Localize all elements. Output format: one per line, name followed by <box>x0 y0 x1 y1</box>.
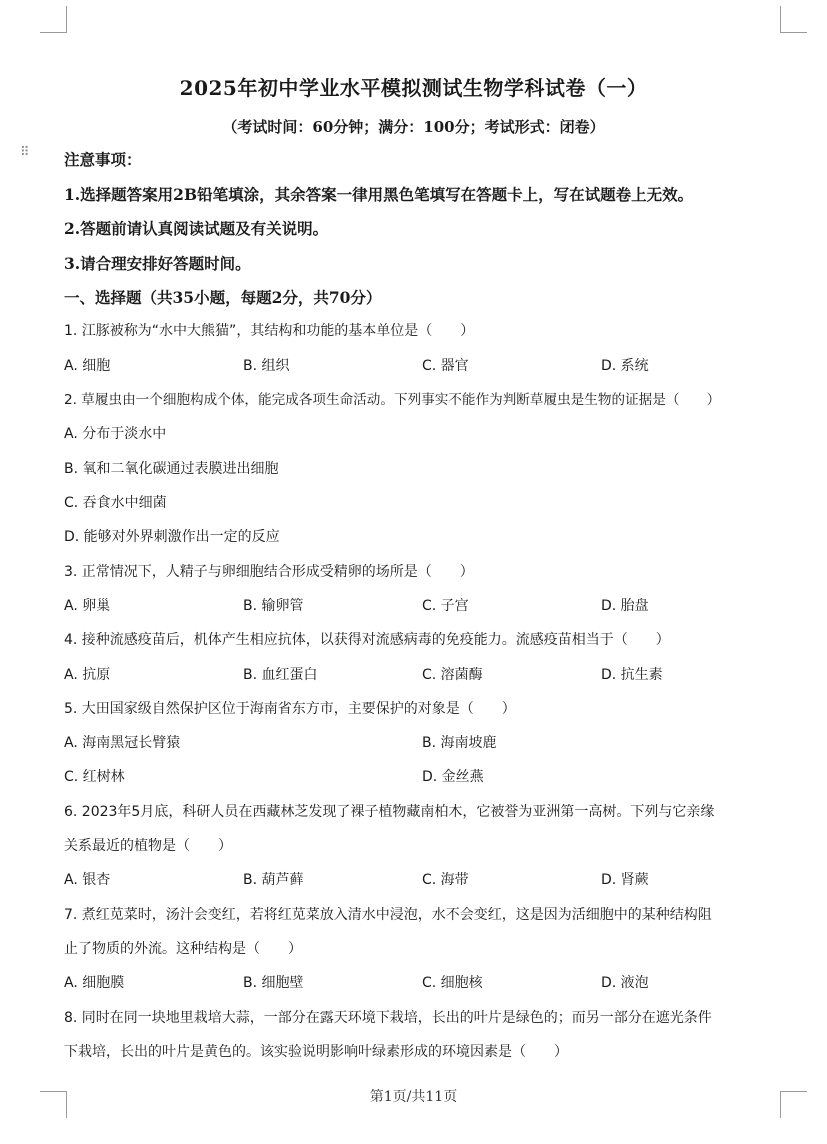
q4-option-c: C. 溶菌酶 <box>422 667 483 683</box>
q2-option-d: D. 能够对外界刺激作出一定的反应 <box>64 529 280 545</box>
q1-option-a: A. 细胞 <box>64 358 111 374</box>
q6-option-c: C. 海带 <box>422 872 469 888</box>
q4-option-a: A. 抗原 <box>64 667 111 683</box>
q7-option-d: D. 液泡 <box>601 975 649 991</box>
q3-option-c: C. 子宫 <box>422 598 469 614</box>
question-1-stem: 1. 江豚被称为“水中大熊猫”，其结构和功能的基本单位是（ ） <box>64 323 475 339</box>
q3-option-d: D. 胎盘 <box>601 598 649 614</box>
q4-option-b: B. 血红蛋白 <box>243 667 318 683</box>
question-2-stem: 2. 草履虫由一个细胞构成个体，能完成各项生命活动。下列事实不能作为判断草履虫是生物的证据是（ ） <box>64 392 721 408</box>
q2-option-a: A. 分布于淡水中 <box>64 426 167 442</box>
question-6-stem-line-2: 关系最近的植物是（ ） <box>64 838 232 854</box>
section-heading: 一、选择题（共35小题，每题2分，共70分） <box>64 288 382 307</box>
exam-info: （考试时间：60分钟；满分：100分；考试形式：闭卷） <box>222 118 605 136</box>
page-number: 第1页/共11页 <box>369 1089 458 1105</box>
question-7-stem-line-1: 7. 煮红苋菜时，汤汁会变红，若将红苋菜放入清水中浸泡，水不会变红，这是因为活细胞中的某种结构阻 <box>64 907 712 923</box>
q5-option-b: B. 海南坡鹿 <box>422 735 497 751</box>
question-7-stem-line-2: 止了物质的外流。这种结构是（ ） <box>64 941 302 957</box>
q7-option-b: B. 细胞壁 <box>243 975 304 991</box>
notice-item-2: 2.答题前请认真阅读试题及有关说明。 <box>64 219 329 238</box>
q7-option-c: C. 细胞核 <box>422 975 483 991</box>
page-title: 2025年初中学业水平模拟测试生物学科试卷（一） <box>179 76 648 100</box>
q6-option-d: D. 肾蕨 <box>601 872 649 888</box>
question-8-stem-line-1: 8. 同时在同一块地里栽培大蒜，一部分在露天环境下栽培，长出的叶片是绿色的；而另一部分在遮光条件 <box>64 1010 712 1026</box>
q7-option-a: A. 细胞膜 <box>64 975 125 991</box>
notice-heading: 注意事项： <box>64 150 142 169</box>
question-8-stem-line-2: 下栽培，长出的叶片是黄色的。该实验说明影响叶绿素形成的环境因素是（ ） <box>64 1044 568 1060</box>
question-6-stem-line-1: 6. 2023年5月底，科研人员在西藏林芝发现了裸子植物藏南柏木，它被誉为亚洲第一高树。下列与它亲缘 <box>64 804 715 820</box>
notice-item-1: 1.选择题答案用2B铅笔填涂，其余答案一律用黑色笔填写在答题卡上，写在试题卷上无效。 <box>64 185 694 204</box>
q5-option-c: C. 红树林 <box>64 769 125 785</box>
notice-item-3: 3.请合理安排好答题时间。 <box>64 254 251 273</box>
q6-option-b: B. 葫芦藓 <box>243 872 304 888</box>
drag-handle-icon[interactable]: ⠿ <box>20 145 31 160</box>
q2-option-c: C. 吞食水中细菌 <box>64 495 167 511</box>
q2-option-b: B. 氧和二氧化碳通过表膜进出细胞 <box>64 461 279 477</box>
q1-option-c: C. 器官 <box>422 358 469 374</box>
crop-mark-top-left <box>40 6 67 33</box>
question-3-stem: 3. 正常情况下，人精子与卵细胞结合形成受精卵的场所是（ ） <box>64 564 474 580</box>
q5-option-d: D. 金丝燕 <box>422 769 484 785</box>
q4-option-d: D. 抗生素 <box>601 667 663 683</box>
question-5-stem: 5. 大田国家级自然保护区位于海南省东方市，主要保护的对象是（ ） <box>64 701 516 717</box>
q5-option-a: A. 海南黑冠长臂猿 <box>64 735 181 751</box>
q3-option-b: B. 输卵管 <box>243 598 304 614</box>
q3-option-a: A. 卵巢 <box>64 598 111 614</box>
q1-option-b: B. 组织 <box>243 358 290 374</box>
q6-option-a: A. 银杏 <box>64 872 111 888</box>
question-4-stem: 4. 接种流感疫苗后，机体产生相应抗体，以获得对流感病毒的免疫能力。流感疫苗相当于（ ） <box>64 632 670 648</box>
crop-mark-top-right <box>780 6 807 33</box>
q1-option-d: D. 系统 <box>601 358 649 374</box>
